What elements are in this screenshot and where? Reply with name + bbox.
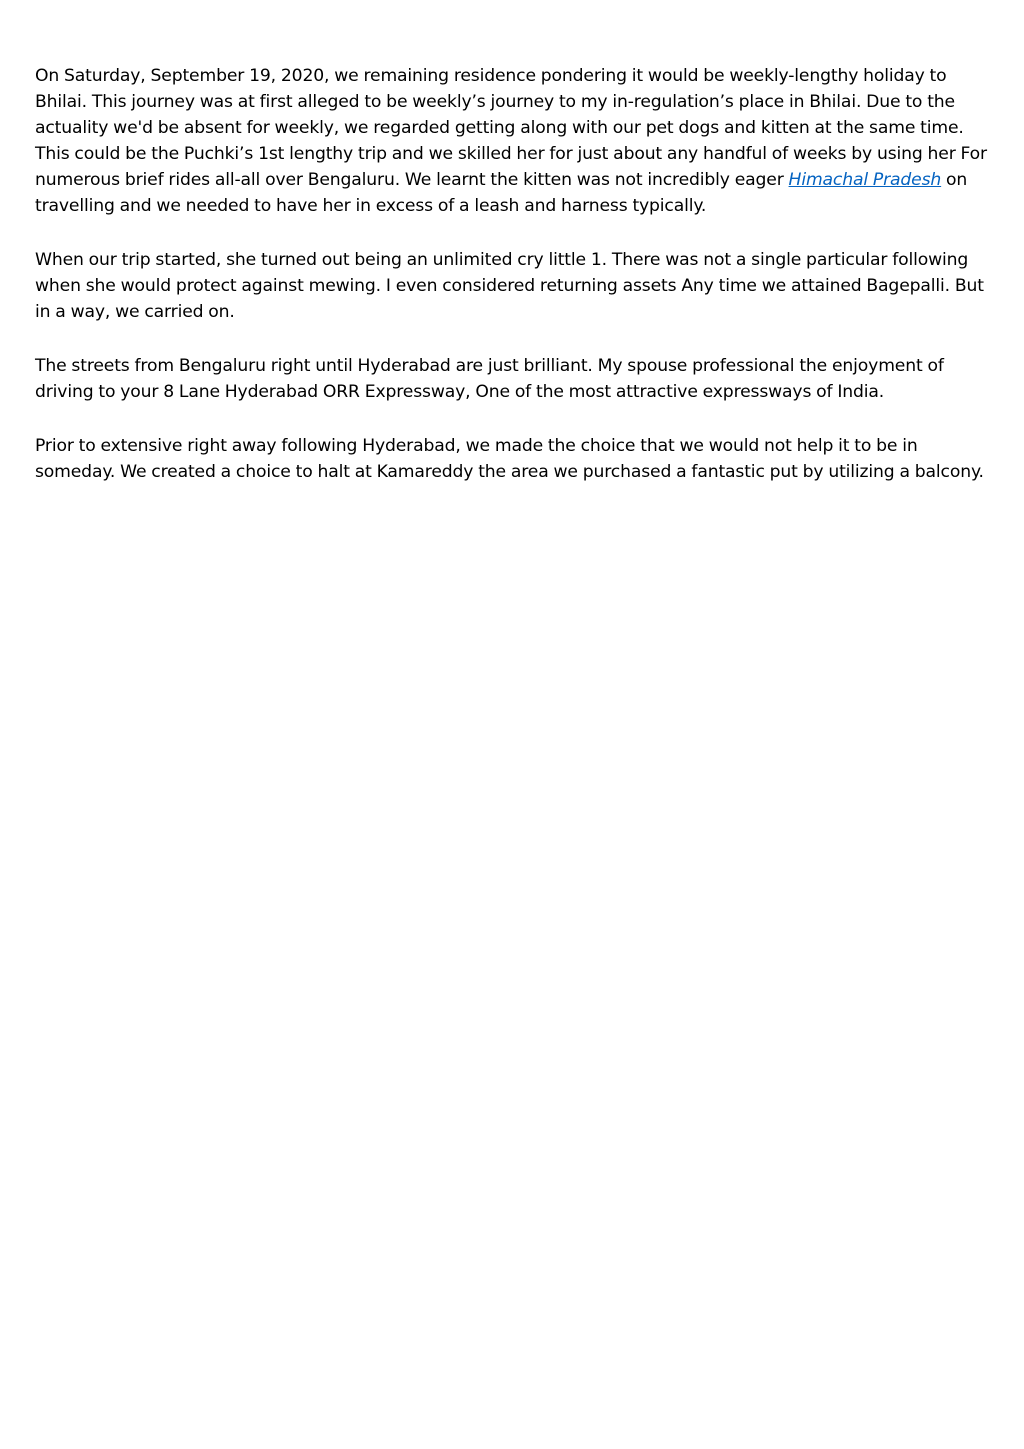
paragraph-1-text-start: On Saturday, September 19, 2020, we remaining residence pondering it would be weekly-lengthy holiday to Bhilai. This journey was at first alleged to be weekly’s journey to my in-regulation’s place in Bhilai. Due to the actuality we'd be absent for weekly, we regarded getting along with our pet dogs and kitten at the same time. This could be the Puchki’s 1st lengthy trip and we skilled her for just about any handful of weeks by using her For numerous brief rides all-all over Bengaluru. We learnt the kitten was not incredibly eager: [35, 66, 987, 190]
paragraph-3: The streets from Bengaluru right until Hyderabad are just brilliant. My spouse professional the enjoyment of driving to your 8 Lane Hyderabad ORR Expressway, One of the most attractive expressways of India.: [35, 356, 944, 402]
paragraph-4: Prior to extensive right away following Hyderabad, we made the choice that we would not help it to be in someday. We created a choice to halt at Kamareddy the area we purchased a fantastic put by utilizing a balcony.: [35, 436, 984, 482]
paragraph-1: [35, 63, 995, 219]
document-body: [35, 63, 995, 513]
paragraph-2: When our trip started, she turned out being an unlimited cry little 1. There was not a single particular following when she would protect against mewing. I even considered returning assets Any time we attained Bagepalli. But in a way, we carried on.: [35, 250, 984, 322]
paragraph-1-text-end: on travelling and we needed to have her in excess of a leash and harness typically.: [35, 170, 968, 216]
himachal-pradesh-link[interactable]: Himachal Pradesh: [788, 170, 942, 190]
